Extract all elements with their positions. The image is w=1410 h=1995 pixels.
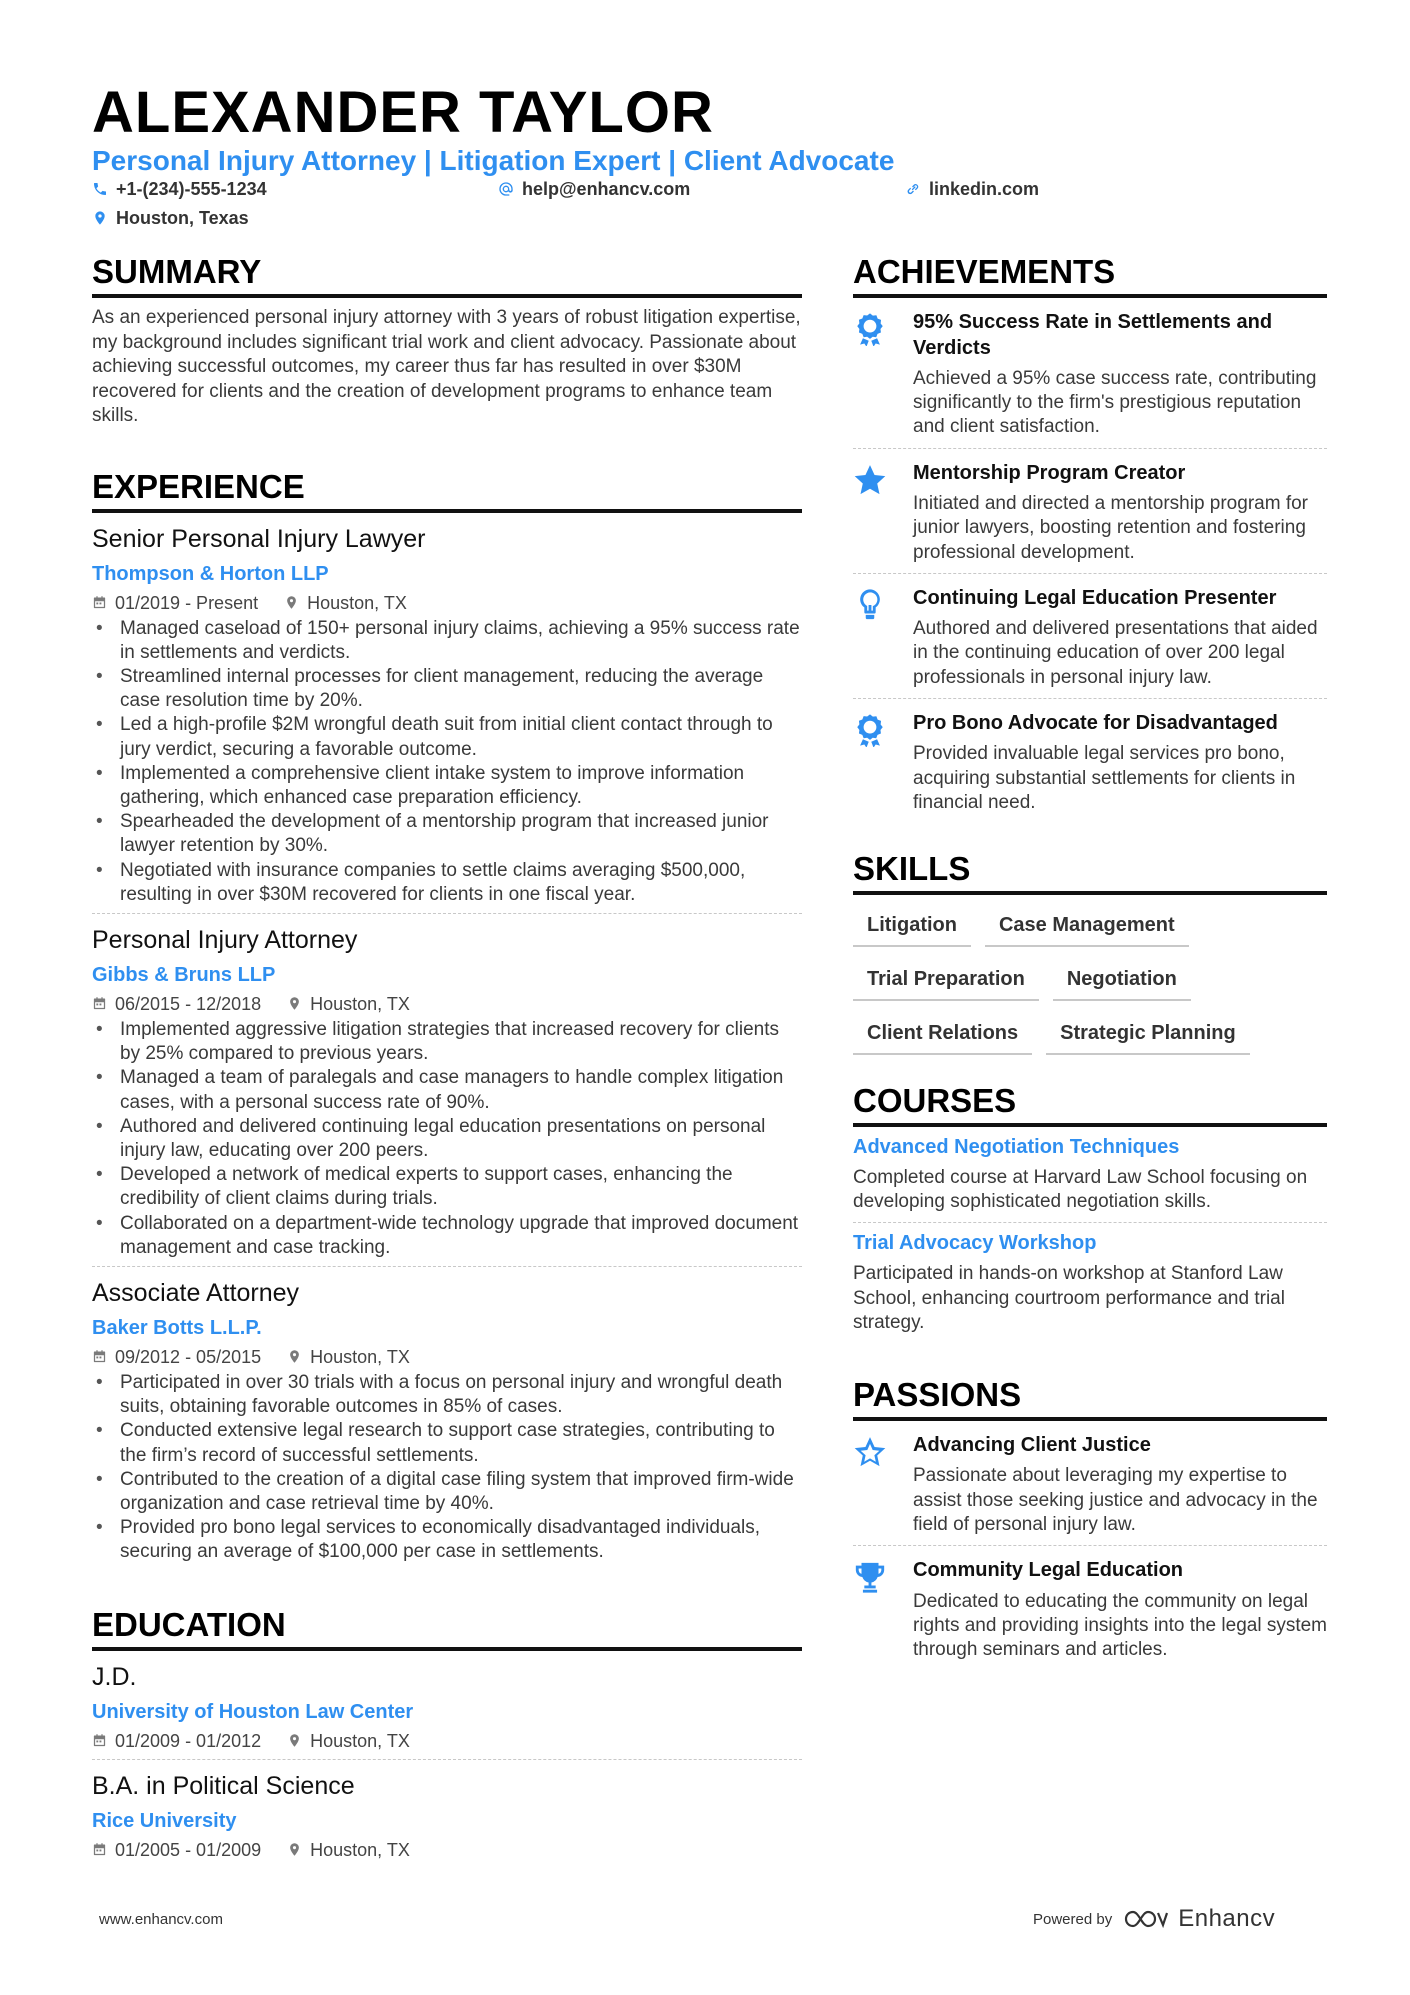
experience-item: [92, 924, 802, 1267]
trophy-icon: [853, 1560, 887, 1594]
job-title: Associate Attorney: [92, 1278, 300, 1307]
bullet-item: • Developed a network of medical experts to support cases, enhancing the credibility of client claims during trials.: [92, 1163, 802, 1211]
experience-item: [92, 1277, 802, 1571]
skill-tag: Case Management: [985, 907, 1189, 947]
education-section: [92, 1605, 802, 1868]
summary-heading: SUMMARY: [92, 252, 802, 298]
meta-row: [92, 1729, 802, 1753]
award-ribbon-icon: [853, 713, 887, 747]
star-outline-icon: [853, 1435, 887, 1469]
achievement-item: [853, 298, 1327, 449]
education-heading: EDUCATION: [92, 1605, 802, 1651]
passion-item: [853, 1546, 1327, 1670]
skills-section: [853, 849, 1327, 1069]
location: [287, 1729, 410, 1753]
svg-text:1: 1: [867, 723, 873, 733]
passion-desc: Dedicated to educating the community on legal rights and providing insights into the legal system through seminars and articles.: [913, 1590, 1328, 1660]
achievement-icon-wrap: [853, 310, 913, 440]
phone-text: +1-(234)-555-1234: [116, 179, 267, 199]
calendar-icon: [92, 1842, 107, 1857]
bullet-item: • Streamlined internal processes for client management, reducing the average case resolution time by 20%.: [92, 665, 802, 713]
location-text: Houston, TX: [310, 1730, 410, 1751]
experience-list: [92, 523, 802, 1571]
achievement-desc: Authored and delivered presentations that aided in the continuing education of over 200 legal professionals in personal injury law.: [913, 618, 1318, 688]
achievement-item: [853, 699, 1327, 823]
achievement-icon-wrap: [853, 461, 913, 565]
summary-section: [92, 252, 802, 429]
courses-list: [853, 1127, 1327, 1343]
contact-email[interactable]: [498, 178, 690, 200]
courses-section: [853, 1081, 1327, 1343]
passion-title: Community Legal Education: [913, 1559, 1184, 1582]
meta-row: [92, 1838, 802, 1862]
dates: [92, 1345, 261, 1369]
achievement-body: [913, 310, 1327, 440]
school-name: Rice University: [92, 1809, 237, 1832]
achievement-title: Mentorship Program Creator: [913, 461, 1186, 484]
left-column: [92, 252, 802, 1868]
location: [284, 591, 407, 615]
course-desc: Participated in hands-on workshop at Stanford Law School, enhancing courtroom performance and trial strategy.: [853, 1263, 1285, 1333]
right-column: [853, 252, 1327, 1670]
education-list: [92, 1661, 802, 1868]
bullet-item: • Provided pro bono legal services to economically disadvantaged individuals, securing an average of $100,000 per case in settlements.: [92, 1516, 802, 1564]
dates-text: 06/2015 - 12/2018: [115, 993, 262, 1014]
location-pin-icon: [284, 595, 299, 610]
achievement-body: [913, 586, 1327, 690]
bullet-list: [92, 617, 802, 907]
dates: [92, 591, 258, 615]
passion-title: Advancing Client Justice: [913, 1433, 1151, 1456]
location-pin-icon: [92, 210, 108, 226]
bullet-list: [92, 1371, 802, 1565]
contact-location: [92, 207, 249, 229]
company-name: Gibbs & Bruns LLP: [92, 963, 276, 986]
skill-tag: Strategic Planning: [1046, 1015, 1250, 1055]
course-title: Trial Advocacy Workshop: [853, 1232, 1097, 1255]
achievement-desc: Achieved a 95% case success rate, contributing significantly to the firm's prestigious reputation and client satisfaction.: [913, 368, 1317, 438]
education-item: [92, 1770, 802, 1868]
bullet-item: • Authored and delivered continuing legal education presentations on personal injury law, educating over 200 peers.: [92, 1115, 802, 1163]
skill-tag: Litigation: [853, 907, 971, 947]
bullet-list: [92, 1018, 802, 1260]
skill-tag: Negotiation: [1053, 961, 1191, 1001]
achievement-icon-wrap: [853, 586, 913, 690]
bullet-item: • Managed caseload of 150+ personal injury claims, achieving a 95% success rate in settlements and verdicts.: [92, 617, 802, 665]
passions-list: [853, 1421, 1327, 1670]
experience-section: [92, 467, 802, 1571]
job-title: Personal Injury Attorney: [92, 925, 358, 954]
footer-branding: [1033, 1905, 1275, 1933]
bullet-item: • Managed a team of paralegals and case managers to handle complex litigation cases, with a personal success rate of 90%.: [92, 1066, 802, 1114]
linkedin-text: linkedin.com: [929, 179, 1040, 199]
at-icon: [498, 181, 514, 197]
achievement-title: 95% Success Rate in Settlements and Verdicts: [913, 311, 1273, 359]
achievement-body: [913, 711, 1327, 815]
calendar-icon: [92, 1349, 107, 1364]
candidate-name: ALEXANDER TAYLOR: [92, 80, 714, 145]
course-item: [853, 1127, 1327, 1223]
company-name: Thompson & Horton LLP: [92, 562, 329, 585]
bullet-item: • Collaborated on a department-wide technology upgrade that improved document management and case tracking.: [92, 1212, 802, 1260]
passion-body: [913, 1558, 1327, 1662]
passion-desc: Passionate about leveraging my expertise to assist those seeking justice and advocacy in the field of personal injury law.: [913, 1465, 1318, 1535]
bullet-item: • Participated in over 30 trials with a focus on personal injury and wrongful death suits, obtaining favorable outcomes in 85% of cases.: [92, 1371, 802, 1419]
course-item: [853, 1223, 1327, 1343]
bullet-item: • Contributed to the creation of a digital case filing system that improved firm-wide organization and case retrieval time by 40%.: [92, 1468, 802, 1516]
passion-icon-wrap: [853, 1558, 913, 1662]
skills-list: [853, 907, 1327, 1069]
location-pin-icon: [287, 1349, 302, 1364]
location-pin-icon: [287, 996, 302, 1011]
enhancv-logo-icon: [1122, 1907, 1168, 1931]
experience-heading: EXPERIENCE: [92, 467, 802, 513]
phone-icon: [92, 181, 108, 197]
bullet-item: • Implemented a comprehensive client intake system to improve information gathering, which enhanced case preparation efficiency.: [92, 762, 802, 810]
achievement-title: Pro Bono Advocate for Disadvantaged: [913, 711, 1278, 734]
job-title: Senior Personal Injury Lawyer: [92, 524, 426, 553]
achievement-desc: Provided invaluable legal services pro bono, acquiring substantial settlements for clients in financial need.: [913, 743, 1296, 813]
passion-icon-wrap: [853, 1433, 913, 1537]
location-text: Houston, TX: [310, 1346, 410, 1367]
location-text: Houston, TX: [310, 993, 410, 1014]
location-text: Houston, Texas: [116, 208, 249, 228]
skill-tag: Client Relations: [853, 1015, 1032, 1055]
dates: [92, 1838, 261, 1862]
lightbulb-icon: [853, 588, 887, 622]
degree: J.D.: [92, 1662, 137, 1691]
bullet-item: • Implemented aggressive litigation strategies that increased recovery for clients by 25% compared to previous years.: [92, 1018, 802, 1066]
powered-by-text: Powered by: [1033, 1910, 1113, 1928]
education-item: [92, 1661, 802, 1760]
meta-row: [92, 992, 802, 1016]
dates: [92, 1729, 261, 1753]
summary-text: As an experienced personal injury attorney with 3 years of robust litigation expertise, my background includes significant trial work and client advocacy. Passionate about achieving successful outcomes, my career thus far has resulted in over $30M recovered for clients and the creation of development programs to enhance team skills.: [92, 307, 801, 426]
course-title: Advanced Negotiation Techniques: [853, 1135, 1180, 1158]
achievement-icon-wrap: [853, 711, 913, 815]
achievement-title: Continuing Legal Education Presenter: [913, 586, 1277, 609]
passions-section: [853, 1375, 1327, 1670]
link-icon: [905, 181, 921, 197]
brand-name: Enhancv: [1178, 1905, 1276, 1932]
course-desc: Completed course at Harvard Law School focusing on developing sophisticated negotiation skills.: [853, 1166, 1308, 1213]
headline: Personal Injury Attorney | Litigation Expert | Client Advocate: [92, 145, 895, 176]
bullet-item: • Conducted extensive legal research to support case strategies, contributing to the firm’s record of successful settlements.: [92, 1419, 802, 1467]
calendar-icon: [92, 1733, 107, 1748]
dates: [92, 992, 261, 1016]
meta-row: [92, 1345, 802, 1369]
courses-heading: COURSES: [853, 1081, 1327, 1127]
achievements-heading: ACHIEVEMENTS: [853, 252, 1327, 298]
achievement-item: [853, 574, 1327, 699]
calendar-icon: [92, 996, 107, 1011]
company-name: Baker Botts L.L.P.: [92, 1316, 262, 1339]
degree: B.A. in Political Science: [92, 1771, 355, 1800]
dates-text: 09/2012 - 05/2015: [115, 1346, 262, 1367]
location: [287, 1838, 410, 1862]
footer-website[interactable]: www.enhancv.com: [99, 1911, 223, 1928]
dates-text: 01/2009 - 01/2012: [115, 1730, 262, 1751]
achievement-item: [853, 449, 1327, 574]
email-text: help@enhancv.com: [522, 179, 691, 199]
passions-heading: PASSIONS: [853, 1375, 1327, 1421]
achievement-desc: Initiated and directed a mentorship program for junior lawyers, boosting retention and fostering professional development.: [913, 493, 1308, 563]
bullet-item: • Spearheaded the development of a mentorship program that increased junior lawyer retention by 30%.: [92, 810, 802, 858]
bullet-item: • Negotiated with insurance companies to settle claims averaging $500,000, resulting in over $30M recovered for clients in one fiscal year.: [92, 859, 802, 907]
contact-phone: [92, 178, 267, 200]
svg-text:1: 1: [867, 322, 873, 332]
star-icon: [853, 463, 887, 497]
achievement-body: [913, 461, 1327, 565]
location-text: Houston, TX: [310, 1839, 410, 1860]
calendar-icon: [92, 595, 107, 610]
passion-body: [913, 1433, 1327, 1537]
meta-row: [92, 591, 802, 615]
contact-linkedin[interactable]: [905, 178, 1039, 200]
dates-text: 01/2019 - Present: [115, 592, 259, 613]
achievements-section: [853, 252, 1327, 823]
skills-heading: SKILLS: [853, 849, 1327, 895]
achievements-list: [853, 298, 1327, 823]
location: [287, 992, 410, 1016]
location: [287, 1345, 410, 1369]
passion-item: [853, 1421, 1327, 1546]
dates-text: 01/2005 - 01/2009: [115, 1839, 262, 1860]
experience-item: [92, 523, 802, 914]
location-pin-icon: [287, 1842, 302, 1857]
award-ribbon-icon: [853, 312, 887, 346]
bullet-item: • Led a high-profile $2M wrongful death suit from initial client contact through to jury verdict, securing a favorable outcome.: [92, 713, 802, 761]
skill-tag: Trial Preparation: [853, 961, 1039, 1001]
location-pin-icon: [287, 1733, 302, 1748]
school-name: University of Houston Law Center: [92, 1700, 414, 1723]
location-text: Houston, TX: [307, 592, 407, 613]
